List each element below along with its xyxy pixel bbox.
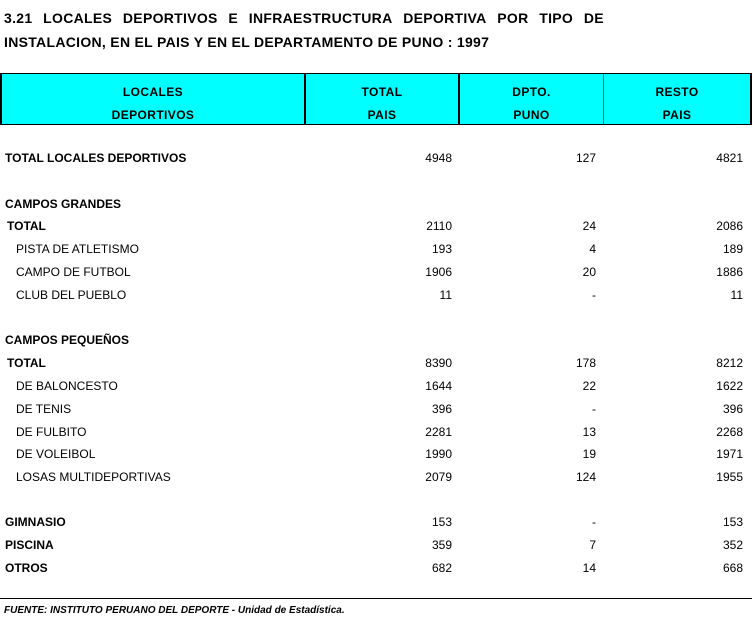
row-label: GIMNASIO bbox=[5, 515, 66, 529]
cell-total-pais: 4948 bbox=[425, 151, 452, 165]
cell-total-pais: 1990 bbox=[425, 447, 452, 461]
table-row bbox=[0, 468, 752, 488]
title-word: POR bbox=[497, 10, 529, 26]
header-text: PAIS bbox=[367, 108, 397, 122]
cell-dpto-puno: - bbox=[592, 402, 596, 416]
row-label: CAMPOS PEQUEÑOS bbox=[5, 333, 130, 347]
cell-dpto-puno: 14 bbox=[582, 561, 596, 575]
row-label: CAMPO DE FUTBOL bbox=[16, 265, 131, 279]
header-locales-deportivos bbox=[0, 74, 306, 124]
title-word: INFRAESTRUCTURA bbox=[248, 10, 393, 26]
header-text: TOTAL bbox=[361, 85, 403, 99]
cell-dpto-puno: 127 bbox=[575, 151, 596, 165]
table-row bbox=[0, 377, 752, 397]
cell-dpto-puno: 20 bbox=[582, 265, 596, 279]
cell-total-pais: 1906 bbox=[425, 265, 452, 279]
cell-resto-pais: 1886 bbox=[716, 265, 743, 279]
cell-dpto-puno: 178 bbox=[575, 356, 596, 370]
cell-total-pais: 396 bbox=[431, 402, 452, 416]
cell-resto-pais: 153 bbox=[722, 515, 743, 529]
cell-resto-pais: 1955 bbox=[716, 470, 743, 484]
cell-total-pais: 682 bbox=[431, 561, 452, 575]
row-label: LOSAS MULTIDEPORTIVAS bbox=[16, 470, 171, 484]
cell-total-pais: 2281 bbox=[425, 425, 452, 439]
cell-resto-pais: 11 bbox=[730, 288, 743, 302]
table-row bbox=[0, 354, 752, 374]
title-word: 3.21 bbox=[4, 10, 33, 26]
table-row bbox=[0, 559, 752, 579]
section-heading bbox=[0, 331, 752, 351]
cell-dpto-puno: 124 bbox=[575, 470, 596, 484]
header-text: RESTO bbox=[655, 85, 699, 99]
title-word: DEPORTIVA bbox=[403, 10, 487, 26]
row-label: DE FULBITO bbox=[16, 425, 87, 439]
header-total-pais bbox=[306, 74, 460, 124]
cell-total-pais: 153 bbox=[431, 515, 452, 529]
row-label: DE BALONCESTO bbox=[16, 379, 118, 393]
table-title bbox=[4, 6, 604, 54]
row-label: CAMPOS GRANDES bbox=[5, 197, 122, 211]
header-text: DEPORTIVOS bbox=[111, 108, 195, 122]
table-row bbox=[0, 240, 752, 260]
table-row bbox=[0, 217, 752, 237]
cell-total-pais: 11 bbox=[439, 288, 452, 302]
cell-dpto-puno: - bbox=[592, 515, 596, 529]
cell-resto-pais: 1971 bbox=[716, 447, 743, 461]
title-word: E bbox=[228, 10, 239, 26]
cell-total-pais: 193 bbox=[431, 242, 452, 256]
source-note: FUENTE: INSTITUTO PERUANO DEL DEPORTE - Unidad de Estadística. bbox=[4, 605, 345, 616]
header-text: PAIS bbox=[662, 108, 692, 122]
cell-resto-pais: 8212 bbox=[716, 356, 743, 370]
table-row bbox=[0, 149, 752, 169]
title-line-1 bbox=[4, 6, 604, 30]
cell-total-pais: 2110 bbox=[426, 219, 452, 233]
table-row bbox=[0, 423, 752, 443]
row-label: TOTAL bbox=[7, 356, 46, 370]
title-word: TIPO bbox=[539, 10, 574, 26]
header-text: DPTO. bbox=[512, 85, 551, 99]
header-dpto-puno bbox=[460, 74, 604, 124]
title-word: DE bbox=[583, 10, 604, 26]
cell-dpto-puno: - bbox=[592, 288, 596, 302]
table-row bbox=[0, 445, 752, 465]
cell-resto-pais: 352 bbox=[722, 538, 743, 552]
cell-dpto-puno: 7 bbox=[589, 538, 596, 552]
cell-total-pais: 1644 bbox=[425, 379, 452, 393]
table-row bbox=[0, 286, 752, 306]
cell-resto-pais: 1622 bbox=[716, 379, 743, 393]
row-label: DE VOLEIBOL bbox=[16, 447, 96, 461]
cell-resto-pais: 396 bbox=[722, 402, 743, 416]
title-word: LOCALES bbox=[43, 10, 113, 26]
cell-resto-pais: 2086 bbox=[716, 219, 743, 233]
cell-dpto-puno: 19 bbox=[582, 447, 596, 461]
cell-resto-pais: 2268 bbox=[716, 425, 743, 439]
cell-resto-pais: 189 bbox=[722, 242, 743, 256]
cell-dpto-puno: 13 bbox=[582, 425, 596, 439]
row-label: PISTA DE ATLETISMO bbox=[16, 242, 139, 256]
section-heading bbox=[0, 195, 752, 215]
title-word: DEPORTIVOS bbox=[122, 10, 218, 26]
cell-resto-pais: 4821 bbox=[716, 151, 743, 165]
table-bottom-rule bbox=[0, 598, 752, 599]
cell-resto-pais: 668 bbox=[722, 561, 743, 575]
header-text: PUNO bbox=[513, 108, 550, 122]
cell-dpto-puno: 24 bbox=[582, 219, 596, 233]
cell-total-pais: 2079 bbox=[425, 470, 452, 484]
row-label: OTROS bbox=[5, 561, 48, 575]
table-header bbox=[0, 73, 752, 125]
row-label: TOTAL bbox=[7, 219, 46, 233]
row-label: TOTAL LOCALES DEPORTIVOS bbox=[5, 151, 187, 165]
row-label: DE TENIS bbox=[16, 402, 72, 416]
title-line-2: INSTALACION, EN EL PAIS Y EN EL DEPARTAMENTO DE PUNO : 1997 bbox=[4, 34, 490, 50]
header-resto-pais bbox=[604, 74, 752, 124]
header-text: LOCALES bbox=[122, 85, 184, 99]
row-label: PISCINA bbox=[5, 538, 54, 552]
table-row bbox=[0, 400, 752, 420]
cell-dpto-puno: 4 bbox=[589, 242, 596, 256]
cell-total-pais: 359 bbox=[431, 538, 452, 552]
cell-total-pais: 8390 bbox=[425, 356, 452, 370]
table-row bbox=[0, 536, 752, 556]
table-row bbox=[0, 513, 752, 533]
row-label: CLUB DEL PUEBLO bbox=[16, 288, 127, 302]
table-row bbox=[0, 263, 752, 283]
cell-dpto-puno: 22 bbox=[582, 379, 596, 393]
